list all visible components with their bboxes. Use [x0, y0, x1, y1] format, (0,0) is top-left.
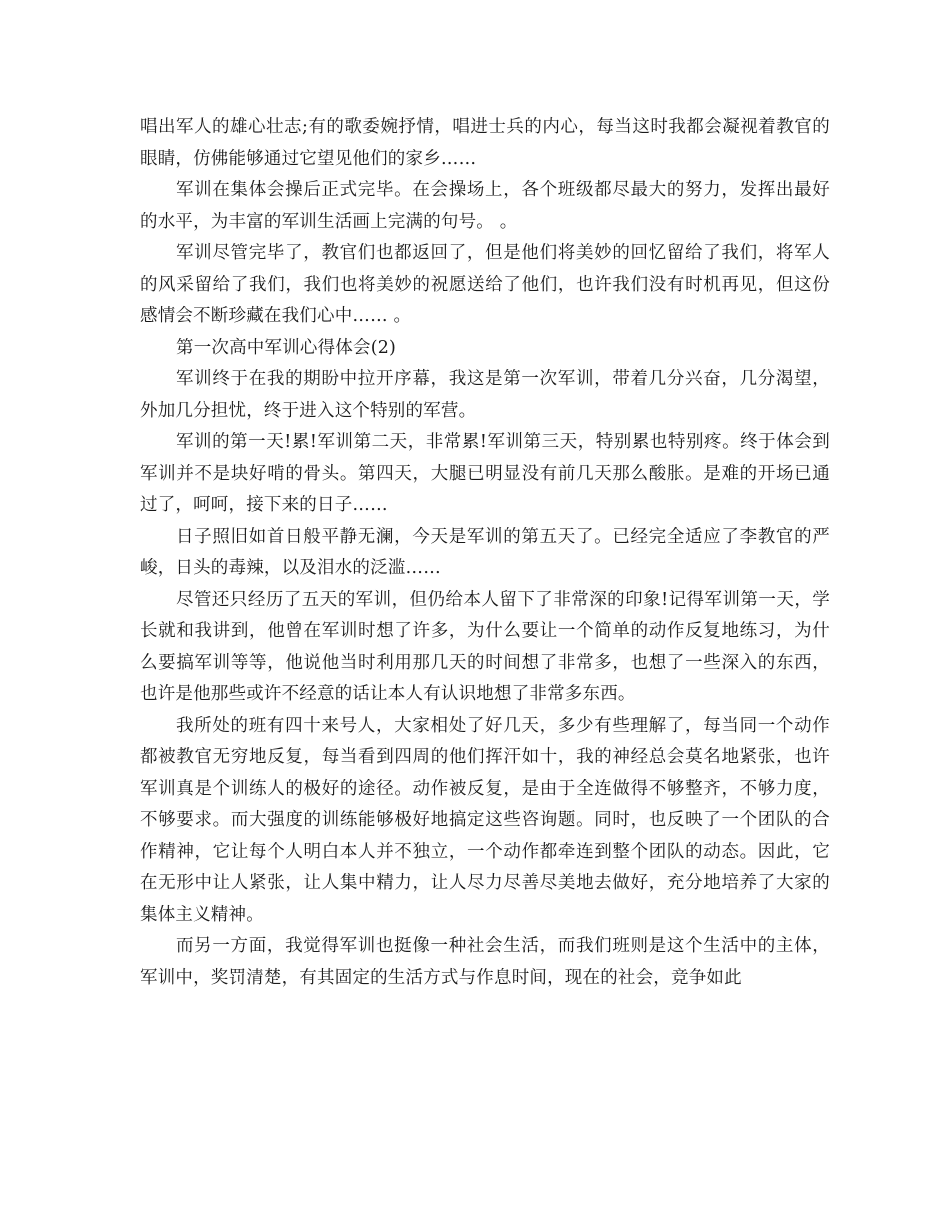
paragraph: 日子照旧如首日般平静无澜，今天是军训的第五天了。已经完全适应了李教官的严峻，日头的毒辣，以及泪水的泛滥……	[140, 526, 830, 578]
paragraph: 而另一方面，我觉得军训也挺像一种社会生活，而我们班则是这个生活中的主体，军训中，奖罚清楚，有其固定的生活方式与作息时间，现在的社会，竞争如此	[140, 936, 830, 988]
paragraph: 军训在集体会操后正式完毕。在会操场上，各个班级都尽最大的努力，发挥出最好的水平，为丰富的军训生活画上完满的句号。 。	[140, 180, 830, 232]
paragraph-continuation: 唱出军人的雄心壮志;有的歌委婉抒情，唱进士兵的内心，每当这时我都会凝视着教官的眼睛，仿佛能够通过它望见他们的家乡……	[140, 117, 830, 169]
paragraph: 军训尽管完毕了，教官们也都返回了，但是他们将美妙的回忆留给了我们，将军人的风采留给了我们，我们也将美妙的祝愿送给了他们，也许我们没有时机再见，但这份感情会不断珍藏在我们心中…… 。	[140, 243, 830, 326]
paragraph: 军训的第一天!累!军训第二天，非常累!军训第三天，特别累也特别疼。终于体会到军训并不是块好啃的骨头。第四天，大腿已明显没有前几天那么酸胀。是难的开场已通过了，呵呵，接下来的日子……	[140, 432, 830, 515]
paragraph: 我所处的班有四十来号人，大家相处了好几天，多少有些理解了，每当同一个动作都被教官无穷地反复，每当看到四周的他们挥汗如十，我的神经总会莫名地紧张，也许军训真是个训练人的极好的途径。动作被反复，是由于全连做得不够整齐，不够力度，不够要求。而大强度的训练能够极好地搞定这些咨询题。同时，也反映了一个团队的合作精神，它让每个人明白本人并不独立，一个动作都牵连到整个团队的动态。因此，它在无形中让人紧张，让人集中精力，让人尽力尽善尽美地去做好，充分地培养了大家的集体主义精神。	[140, 715, 830, 925]
paragraph: 军训终于在我的期盼中拉开序幕，我这是第一次军训，带着几分兴奋，几分渴望，外加几分担忧，终于进入这个特别的军营。	[140, 369, 830, 421]
section-heading: 第一次高中军训心得体会(2)	[176, 337, 397, 358]
paragraph: 尽管还只经历了五天的军训，但仍给本人留下了非常深的印象!记得军训第一天，学长就和我讲到，他曾在军训时想了许多，为什么要让一个简单的动作反复地练习，为什么要搞军训等等，他说他当时利用那几天的时间想了非常多，也想了一些深入的东西，也许是他那些或许不经意的话让本人有认识地想了非常多东西。	[140, 589, 830, 704]
document-body	[140, 112, 830, 994]
